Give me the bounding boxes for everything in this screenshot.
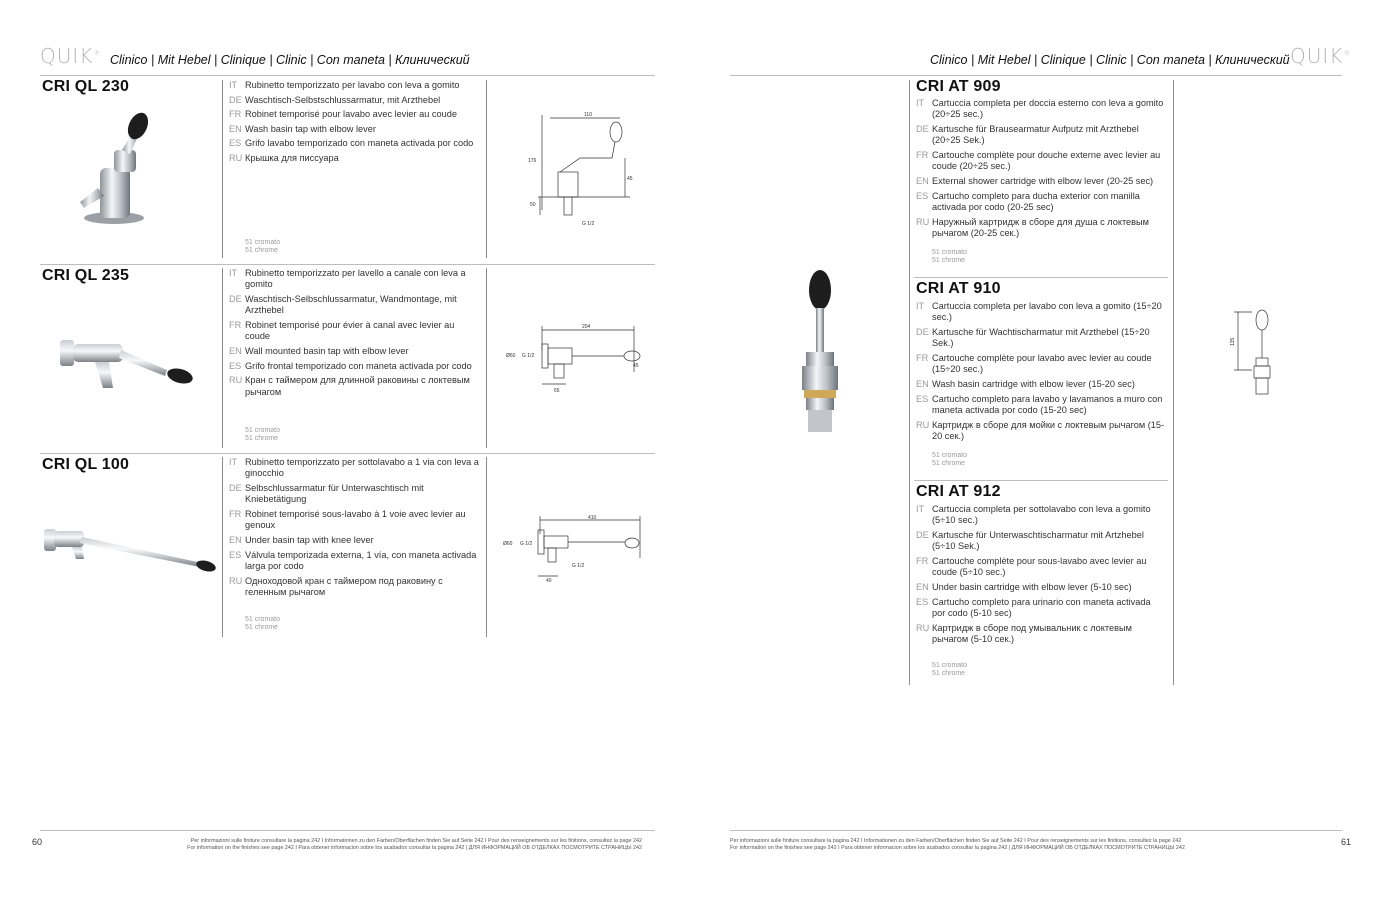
quik-logo-right: QUIK®: [1290, 44, 1352, 68]
column-divider: [909, 80, 910, 685]
dimension-label: 65: [554, 388, 560, 394]
desc-text: Rubinetto temporizzato per lavabo con leva a gomito: [245, 80, 460, 90]
desc-text: Cartuccia completa per doccia esterno con leva a gomito (20÷25 sec.): [932, 98, 1164, 120]
product-code: CRI AT 912: [916, 483, 1001, 500]
lang-code: FR: [916, 353, 929, 363]
column-divider: [486, 457, 487, 637]
desc-text: Cartucho completo para lavabo y lavamanos a muro con maneta activada por codo (15-20 sec): [932, 393, 1163, 415]
lang-code: EN: [229, 346, 242, 356]
lang-code: FR: [229, 109, 242, 120]
desc-row: [916, 556, 1166, 579]
dimension-label: 110: [584, 112, 592, 118]
desc-text: Under basin cartridge with elbow lever (5-10 sec): [932, 582, 1132, 592]
technical-drawing-cartridge: [1222, 308, 1282, 408]
technical-drawing-ql235: [504, 320, 644, 400]
lang-code: DE: [916, 530, 929, 540]
lang-code: ES: [916, 596, 929, 607]
footer-divider: [40, 830, 655, 831]
desc-row: [229, 138, 479, 149]
desc-text: Under basin tap with knee lever: [245, 535, 374, 545]
desc-text: Cartouche complète pour sous-lavabo avec levier au coude (5÷10 sec.): [932, 556, 1147, 578]
desc-row: [229, 95, 479, 106]
desc-text: Kartusche für Brausearmatur Aufputz mit Arzthebel (20÷25 Sek.): [932, 124, 1139, 146]
product-divider: [914, 277, 1168, 278]
desc-row: [916, 353, 1166, 376]
finish-en: 51 chrome: [932, 257, 966, 264]
desc-text: Cartucho completo para ducha exterior con manilla activada por codo (20-25 sec): [932, 190, 1140, 212]
desc-row: [229, 457, 479, 480]
product-divider: [40, 453, 655, 454]
desc-text: Wash basin tap with elbow lever: [245, 123, 376, 134]
footer-note-right: [730, 838, 1185, 852]
desc-text: Robinet temporisé pour lavabo avec levier au coude: [245, 109, 457, 120]
lang-code: DE: [916, 327, 929, 337]
desc-text: Kartusche für Wachtischarmatur mit Arzthebel (15÷20 Sek.): [932, 327, 1150, 349]
dimension-label: 50: [530, 202, 536, 208]
finish-en: 51 chrome: [245, 247, 279, 254]
lang-code: ES: [229, 138, 242, 149]
footer-line: Per informazioni sulle finiture consultare la pagina 242 I Informationen zu den Farben/Oberflächen finden Sie auf Seite 242 I Pour des renseignements sur les finitions, consultez la page 242: [190, 838, 642, 844]
lang-code: EN: [229, 535, 242, 545]
product-description: [916, 504, 1166, 649]
header-divider: [40, 75, 655, 76]
column-divider: [222, 457, 223, 637]
lang-code: EN: [916, 582, 929, 592]
finish-en: 51 chrome: [932, 670, 966, 677]
desc-text: Картридж в сборе для мойки с локтевым рычагом (15-20 сек.): [932, 419, 1165, 441]
desc-row: [229, 268, 479, 291]
footer-divider-right: [730, 830, 1342, 831]
desc-text: Kartusche für Unterwaschtischarmatur mit Artzhebel (5÷10 Sek.): [932, 530, 1144, 552]
lang-code: EN: [916, 176, 929, 186]
lang-code: RU: [229, 375, 243, 386]
footer-line: For information on the finishes see page 242 I Para obtener informacion sobre los acabados consultar la pagina 242 | ДЛЯ ИНФОРМАЦИЙ ОБ ОТДЕЛКАХ ПОСМОТРИТЕ СТРАНИЦЫ 242: [730, 845, 1185, 851]
desc-text: Robinet temporisé pour évier à canal avec levier au coude: [245, 320, 455, 342]
dimension-label: G 1/2: [582, 221, 595, 227]
desc-text: Grifo lavabo temporizado con maneta activada por codo: [245, 138, 474, 149]
lang-code: RU: [916, 622, 930, 633]
dimension-label: Ø60: [503, 541, 513, 547]
dimension-label: 410: [588, 515, 597, 521]
desc-text: Válvula temporizada externa, 1 vía, con maneta activada larga por codo: [245, 549, 477, 571]
desc-row: [229, 124, 479, 135]
desc-text: Rubinetto temporizzato per sottolavabo a 1 via con leva a ginocchio: [245, 457, 479, 479]
desc-text: External shower cartridge with elbow lever (20-25 sec): [932, 176, 1154, 186]
finish-it: 51 cromato: [932, 249, 968, 256]
desc-text: Rubinetto temporizzato per lavello a canale con leva a gomito: [245, 268, 466, 290]
finish-en: 51 chrome: [245, 435, 279, 442]
product-code: CRI QL 235: [42, 267, 130, 284]
finish-en: 51 chrome: [245, 624, 279, 631]
product-divider: [40, 264, 655, 265]
finish-info: [916, 662, 967, 678]
desc-row: [916, 327, 1166, 350]
desc-row: [916, 301, 1166, 324]
dimension-label: 176: [528, 158, 537, 164]
product-image-ql230: [70, 110, 185, 235]
finish-info: [229, 616, 280, 632]
footer-line: Per informazioni sulle finiture consultare la pagina 242 I Informationen zu den Farben/Oberflächen finden Sie auf Seite 242 I Pour des renseignements sur les finitions, consultez la page 242: [730, 838, 1182, 844]
lang-code: IT: [229, 457, 238, 467]
lang-code: IT: [229, 268, 238, 278]
dimension-label: 204: [582, 324, 591, 330]
desc-row: [916, 191, 1166, 214]
desc-text: Одноходовой кран с таймером под раковину с геленным рычагом: [245, 575, 443, 597]
desc-row: [229, 109, 479, 120]
desc-text: Wash basin cartridge with elbow lever (15-20 sec): [932, 379, 1135, 389]
lang-code: IT: [916, 98, 925, 108]
desc-row: [916, 217, 1166, 240]
finish-info: [229, 239, 280, 255]
lang-code: FR: [229, 509, 242, 519]
product-description: [229, 80, 479, 168]
desc-text: Картридж в сборе под умывальник с локтевым рычагом (5-10 сек.): [932, 622, 1132, 644]
desc-row: [229, 535, 479, 546]
lang-code: ES: [916, 393, 929, 404]
desc-text: Cartouche complète pour douche externe avec levier au coude (20÷25 sec.): [932, 150, 1161, 172]
lang-code: RU: [229, 152, 243, 163]
lang-code: DE: [229, 483, 242, 493]
dimension-label: 45: [633, 363, 639, 369]
desc-text: Selbschlussarmatur für Unterwaschtisch mit Kniebetätigung: [245, 483, 424, 505]
footer-note-left: [170, 838, 642, 852]
desc-row: [229, 153, 479, 164]
desc-text: Grifo frontal temporizado con maneta activada por codo: [245, 360, 472, 371]
desc-row: [229, 361, 479, 372]
desc-text: Наружный картридж в сборе для душа с локтевым рычагом (20-25 сек.): [932, 216, 1149, 238]
product-description: [229, 268, 479, 401]
lang-code: FR: [916, 150, 929, 160]
lang-code: FR: [916, 556, 929, 566]
product-code: CRI AT 909: [916, 78, 1001, 95]
dimension-label: Ø60: [506, 353, 516, 359]
column-divider: [1173, 80, 1174, 685]
quik-logo: QUIK®: [40, 44, 102, 68]
column-divider: [222, 268, 223, 448]
desc-row: [916, 623, 1166, 646]
desc-row: [916, 420, 1166, 443]
page-header-title: Clinico | Mit Hebel | Clinique | Clinic | Con maneta | Клинический: [110, 53, 470, 67]
desc-row: [916, 176, 1166, 187]
lang-code: EN: [229, 123, 242, 134]
finish-it: 51 cromato: [932, 452, 968, 459]
lang-code: ES: [916, 190, 929, 201]
desc-text: Крышка для писсуара: [245, 152, 339, 163]
lang-code: IT: [916, 301, 925, 311]
desc-row: [229, 346, 479, 357]
desc-row: [916, 582, 1166, 593]
desc-text: Cartuccia completa per sottolavabo con leva a gomito (5÷10 sec.): [932, 504, 1151, 526]
technical-drawing-ql100: [500, 512, 645, 589]
product-code: CRI QL 230: [42, 78, 130, 95]
column-divider: [486, 80, 487, 258]
product-code: CRI QL 100: [42, 456, 130, 473]
dimension-label: 40: [546, 578, 552, 584]
desc-row: [229, 509, 479, 532]
desc-row: [916, 98, 1166, 121]
dimension-label: 135: [1230, 337, 1236, 346]
desc-row: [916, 394, 1166, 417]
footer-line: For information on the finishes see page 242 I Para obtener informacion sobre los acabados consultar la pagina 242 | ДЛЯ ИНФОРМАЦИЙ ОБ ОТДЕЛКАХ ПОСМОТРИТЕ СТРАНИЦЫ 242: [187, 845, 642, 851]
desc-row: [229, 576, 479, 599]
desc-text: Waschtisch-Selbstschlussarmatur, mit Arzthebel: [245, 94, 441, 105]
desc-row: [229, 483, 479, 506]
lang-code: DE: [229, 294, 242, 304]
lang-code: ES: [229, 549, 242, 560]
dimension-label: 45: [627, 176, 633, 182]
desc-text: Wall mounted basin tap with elbow lever: [245, 346, 409, 356]
finish-it: 51 cromato: [245, 616, 281, 623]
desc-row: [229, 550, 479, 573]
lang-code: IT: [916, 504, 925, 514]
finish-en: 51 chrome: [932, 460, 966, 467]
desc-text: Waschtisch-Selbschlussarmatur, Wandmontage, mit Arzthebel: [245, 294, 457, 316]
product-image-ql235: [55, 318, 200, 403]
desc-row: [916, 530, 1166, 553]
desc-row: [916, 379, 1166, 390]
brand-text-right: QUIK: [1290, 44, 1344, 68]
lang-code: DE: [916, 124, 929, 134]
desc-row: [229, 320, 479, 343]
lang-code: RU: [916, 216, 930, 227]
lang-code: ES: [229, 360, 242, 371]
lang-code: EN: [916, 379, 929, 389]
desc-row: [916, 504, 1166, 527]
dimension-label: G 1/2: [520, 541, 533, 547]
dimension-label: G 1/2: [522, 353, 535, 359]
product-description: [229, 457, 479, 602]
column-divider: [222, 80, 223, 258]
product-image-ql100: [42, 515, 220, 582]
finish-info: [916, 452, 967, 468]
brand-text: QUIK: [40, 44, 94, 68]
lang-code: DE: [229, 94, 242, 105]
desc-row: [916, 124, 1166, 147]
desc-text: Cartucho completo para urinario con maneta activada por codo (5-10 sec): [932, 596, 1151, 618]
technical-drawing-ql230: [520, 110, 650, 235]
product-description: [916, 301, 1166, 446]
page-number-right: 61: [1341, 837, 1352, 847]
lang-code: IT: [229, 80, 238, 90]
desc-row: [916, 597, 1166, 620]
desc-text: Cartuccia completa per lavabo con leva a gomito (15÷20 sec.): [932, 301, 1162, 323]
finish-info: [916, 249, 967, 265]
finish-it: 51 cromato: [932, 662, 968, 669]
page-number-left: 60: [32, 837, 43, 847]
desc-row: [229, 375, 479, 398]
product-code: CRI AT 910: [916, 280, 1001, 297]
lang-code: RU: [229, 575, 243, 586]
desc-text: Кран с таймером для длинной раковины с локтевым рычагом: [245, 375, 470, 397]
column-divider: [486, 268, 487, 448]
header-divider-right: [730, 75, 1342, 76]
desc-text: Robinet temporisé sous-lavabo à 1 voie avec levier au genoux: [245, 509, 466, 531]
desc-text: Cartouche complète pour lavabo avec levier au coude (15÷20 sec.): [932, 353, 1152, 375]
desc-row: [916, 150, 1166, 173]
dimension-label: G 1/2: [572, 563, 585, 569]
lang-code: FR: [229, 320, 242, 330]
lang-code: RU: [916, 419, 930, 430]
product-divider: [914, 480, 1168, 481]
finish-info: [229, 427, 280, 443]
desc-row: [229, 294, 479, 317]
desc-row: [229, 80, 479, 91]
page-header-title-right: Clinico | Mit Hebel | Clinique | Clinic | Con maneta | Клинический: [930, 53, 1290, 67]
product-description: [916, 98, 1166, 243]
product-image-cartridge: [792, 268, 852, 448]
finish-it: 51 cromato: [245, 427, 281, 434]
finish-it: 51 cromato: [245, 239, 281, 246]
